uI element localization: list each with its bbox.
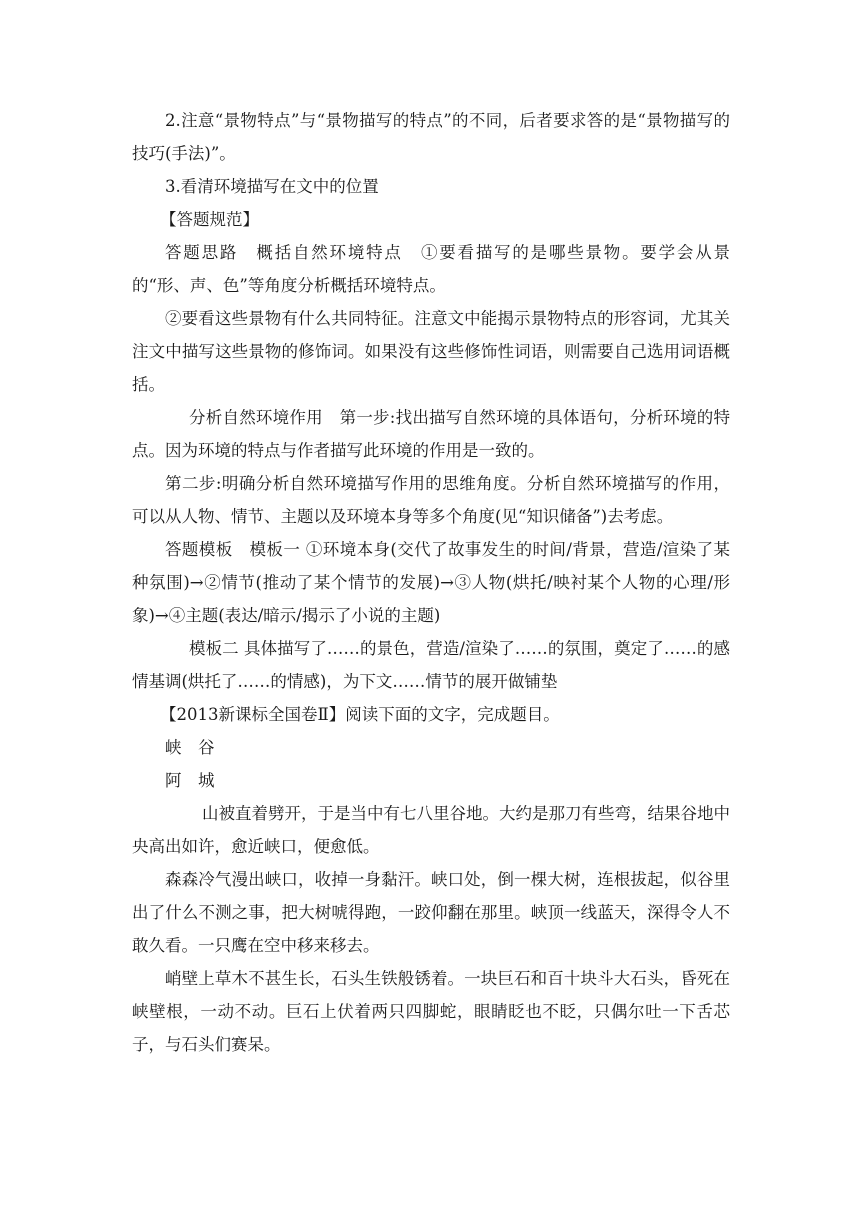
story-paragraph-2: 森森冷气漫出峡口，收掉一身黏汗。峡口处，倒一棵大树，连根拔起，似谷里出了什么不测之事，把大树唬得跑，一跤仰翻在那里。峡顶一线蓝天，深得令人不敢久看。一只鹰在空中移来移去。 [132,870,730,955]
story-author: 阿 城 [165,771,215,790]
paragraph-answer-approach: 答题思路 概括自然环境特点 ①要看描写的是哪些景物。要学会从景的“形、声、色”等角度分析概括环境特点。 [132,243,730,295]
paragraph-common-features: ②要看这些景物有什么共同特征。注意文中能揭示景物特点的形容词，尤其关注文中描写这些景物的修饰词。如果没有这些修饰性词语，则需要自己选用词语概括。 [132,309,730,394]
paragraph-template-one: 答题模板 模板一 ①环境本身(交代了故事发生的时间/背景，营造/渲染了某种氛围)→②情节(推动了某个情节的发展)→③人物(烘托/映衬某个人物的心理/形象)→④主题(表达/暗示/揭示了小说的主题) [132,540,730,625]
paragraph-analyze-function: 分析自然环境作用 第一步:找出描写自然环境的具体语句，分析环境的特点。因为环境的特点与作者描写此环境的作用是一致的。 [132,408,730,460]
paragraph-exam-source: 【2013新课标全国卷Ⅱ】阅读下面的文字，完成题目。 [160,705,560,724]
paragraph-scenery-distinction: 2.注意“景物特点”与“景物描写的特点”的不同，后者要求答的是“景物描写的技巧(手法)”。 [132,111,730,163]
story-paragraph-1: 山被直着劈开，于是当中有七八里谷地。大约是那刀有些弯，结果谷地中央高出如许，愈近峡口，便愈低。 [132,804,730,856]
story-paragraph-3: 峭壁上草木不甚生长，石头生铁般锈着。一块巨石和百十块斗大石头，昏死在峡壁根，一动不动。巨石上伏着两只四脚蛇，眼睛眨也不眨，只偶尔吐一下舌芯子，与石头们赛呆。 [132,969,730,1054]
story-title: 峡 谷 [165,738,215,757]
paragraph-template-two: 模板二 具体描写了……的景色，营造/渲染了……的氛围，奠定了……的感情基调(烘托了……的情感)，为下文……情节的展开做铺垫 [132,639,730,691]
paragraph-position: 3.看清环境描写在文中的位置 [165,177,379,196]
paragraph-step-two: 第二步:明确分析自然环境描写作用的思维角度。分析自然环境描写的作用，可以从人物、情节、主题以及环境本身等多个角度(见“知识储备”)去考虑。 [132,474,730,526]
document-page [132,104,730,1061]
section-heading-answer-norms: 【答题规范】 [160,210,259,229]
